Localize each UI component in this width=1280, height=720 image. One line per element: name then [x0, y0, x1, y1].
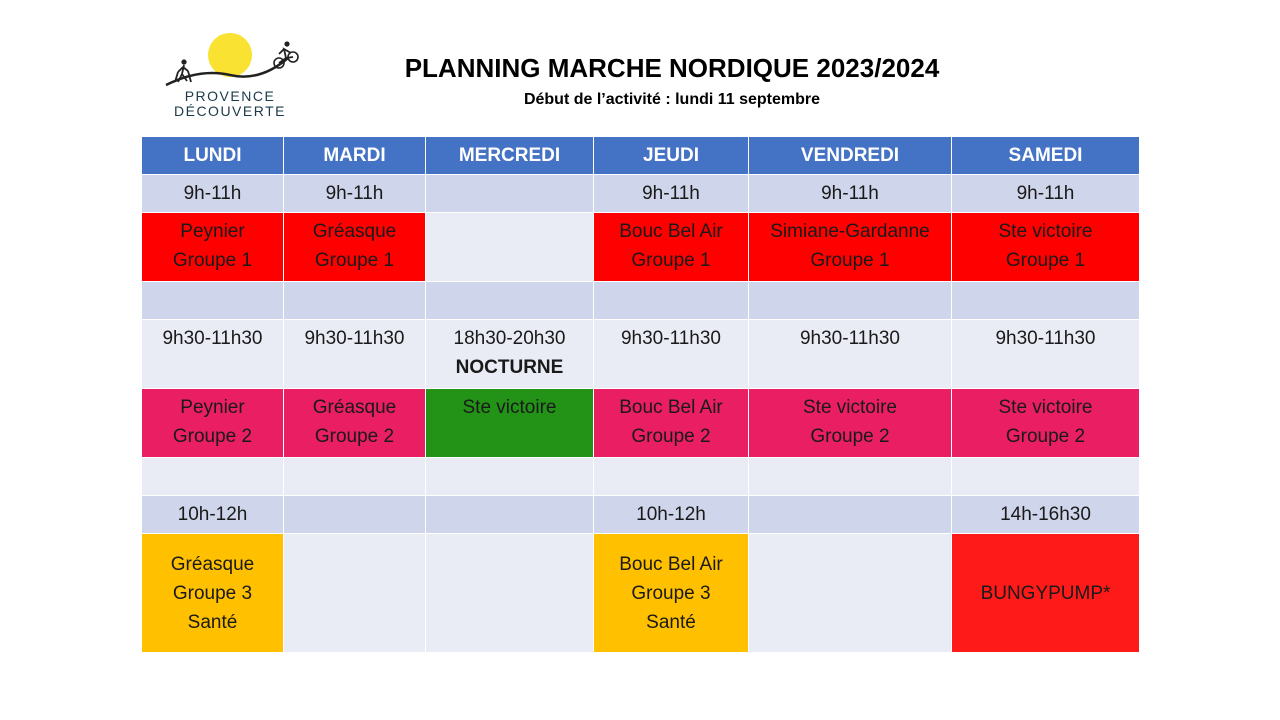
time-cell: 9h30-11h30 [284, 320, 426, 389]
nocturne-label: NOCTURNE [455, 357, 564, 378]
activity-cell [594, 213, 749, 282]
session3-place-row [142, 534, 1140, 653]
time-cell [749, 496, 952, 534]
activity-cell [594, 389, 749, 458]
activity-cell-nocturne [426, 389, 594, 458]
schedule-table [141, 136, 1140, 653]
time-label: 18h30-20h30 [453, 328, 566, 349]
empty-cell [284, 534, 426, 653]
activity-cell [284, 213, 426, 282]
day-header-samedi: SAMEDI [952, 137, 1140, 175]
page-title: PLANNING MARCHE NORDIQUE 2023/2024 [404, 53, 940, 83]
time-cell: 9h-11h [142, 175, 284, 213]
day-header-mardi: MARDI [284, 137, 426, 175]
empty-cell [284, 282, 426, 320]
page-subtitle: Début de l’activité : lundi 11 septembre [523, 91, 821, 108]
place-label: Bouc Bel Air [619, 221, 723, 242]
empty-cell [426, 534, 594, 653]
time-cell: 10h-12h [594, 496, 749, 534]
empty-cell [426, 458, 594, 496]
place-label: Peynier [180, 221, 245, 242]
time-cell: 10h-12h [142, 496, 284, 534]
group-label: Groupe 2 [810, 426, 890, 447]
empty-cell [142, 458, 284, 496]
place-label: Bouc Bel Air [619, 553, 723, 575]
place-label: Ste victoire [462, 397, 557, 418]
empty-cell [142, 282, 284, 320]
place-label: Gréasque [312, 221, 397, 242]
empty-cell [426, 282, 594, 320]
empty-cell [749, 534, 952, 653]
session3-time-row [142, 496, 1140, 534]
activity-cell [952, 213, 1140, 282]
place-label: Ste victoire [803, 397, 897, 418]
activity-cell-sante [594, 534, 749, 653]
group-label: Groupe 1 [631, 250, 711, 271]
place-label: BUNGYPUMP* [980, 582, 1111, 604]
day-header-mercredi: MERCREDI [426, 137, 594, 175]
time-cell: 9h30-11h30 [594, 320, 749, 389]
place-label: Simiane-Gardanne [770, 221, 930, 242]
place-label: Gréasque [170, 553, 255, 575]
sun-hills-walker-cyclist-logo-icon [160, 30, 300, 88]
spacer-row [142, 458, 1140, 496]
activity-cell [142, 389, 284, 458]
place-label: Bouc Bel Air [619, 397, 723, 418]
time-cell: 9h30-11h30 [749, 320, 952, 389]
empty-cell [426, 213, 594, 282]
time-cell: 9h30-11h30 [952, 320, 1140, 389]
activity-cell [749, 213, 952, 282]
place-label: Peynier [180, 397, 245, 418]
activity-cell [142, 213, 284, 282]
place-label: Gréasque [312, 397, 397, 418]
empty-cell [952, 282, 1140, 320]
activity-cell [749, 389, 952, 458]
group-label: Groupe 2 [314, 426, 395, 447]
day-header-jeudi: JEUDI [594, 137, 749, 175]
empty-cell [749, 282, 952, 320]
logo-text-line1: PROVENCE [184, 88, 276, 104]
group-label: Groupe 1 [172, 250, 253, 271]
time-cell: 9h-11h [952, 175, 1140, 213]
time-cell: 14h-16h30 [952, 496, 1140, 534]
day-header-lundi: LUNDI [142, 137, 284, 175]
time-cell: 9h-11h [594, 175, 749, 213]
activity-cell-sante [142, 534, 284, 653]
session1-time-row [142, 175, 1140, 213]
note-label: Santé [187, 611, 238, 633]
group-label: Groupe 3 [172, 582, 253, 604]
time-cell [426, 320, 594, 389]
activity-cell [284, 389, 426, 458]
group-label: Groupe 2 [172, 426, 253, 447]
group-label: Groupe 3 [631, 582, 711, 604]
empty-cell [594, 282, 749, 320]
place-label: Ste victoire [998, 397, 1093, 418]
time-cell [426, 496, 594, 534]
time-cell [426, 175, 594, 213]
note-label: Santé [646, 611, 696, 633]
session2-time-row [142, 320, 1140, 389]
group-label: Groupe 1 [1005, 250, 1086, 271]
day-header-row [142, 137, 1140, 175]
group-label: Groupe 1 [810, 250, 890, 271]
place-label: Ste victoire [998, 221, 1093, 242]
group-label: Groupe 1 [314, 250, 395, 271]
activity-cell-bungypump [952, 534, 1140, 653]
spacer-row [142, 282, 1140, 320]
empty-cell [749, 458, 952, 496]
time-cell [284, 496, 426, 534]
time-cell: 9h-11h [284, 175, 426, 213]
logo-text-line2: DÉCOUVERTE [174, 103, 286, 119]
group-label: Groupe 2 [1005, 426, 1086, 447]
time-cell: 9h30-11h30 [142, 320, 284, 389]
provence-decouverte-logo [160, 30, 300, 122]
activity-cell [952, 389, 1140, 458]
time-cell: 9h-11h [749, 175, 952, 213]
session2-place-row [142, 389, 1140, 458]
empty-cell [594, 458, 749, 496]
empty-cell [284, 458, 426, 496]
session1-place-row [142, 213, 1140, 282]
empty-cell [952, 458, 1140, 496]
day-header-vendredi: VENDREDI [749, 137, 952, 175]
group-label: Groupe 2 [631, 426, 711, 447]
